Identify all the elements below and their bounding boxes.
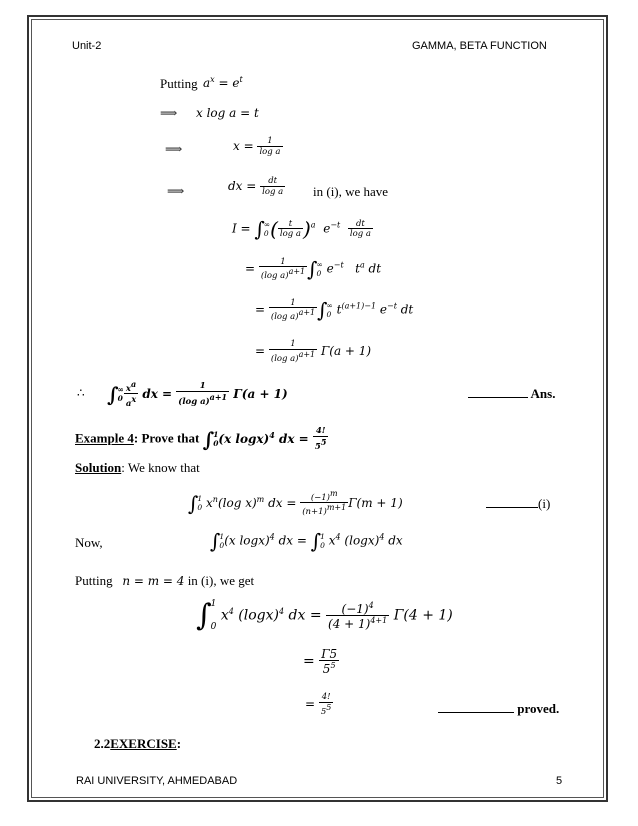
step-dx-eq: dx = $\frac{dt}{\text{log a}}$ [228,176,284,197]
result-formula: ∫ ∞ 0 $\frac{x^a}{a^x}$ dx = $\frac{1}{(\log a)^{a+1}}$ Γ(a + 1) [107,379,288,410]
integral-step-2: = $\frac{1}{(\log a)^{a+1}}$ ∫ ∞ 0 $e^{-t}$ $t^a$ dt [245,256,382,281]
putting-nm: Putting n = m = 4 in (i), we get [75,573,255,588]
proved-marker: proved. [438,701,559,717]
therefore-symbol: ∴ [77,386,85,400]
equation-tag-i: (i) [486,496,550,512]
step-x-eq: x = $\frac{1}{\text{log a}}$ [233,136,281,157]
implies-arrow-3: ⟹ [167,184,185,198]
final-result: = $\frac{4!}{5^5}$ [305,692,332,717]
now-formula: ∫ 1 0 (x logx)$^4$ dx = ∫ 1 0 $x^4$ $(\log x)^4$ dx [210,529,403,553]
integral-step-3: = $\frac{1}{(\log a)^{a+1}}$ ∫ ∞ 0 $t^{(a+1)-1}$ $e^{-t}$ dt [255,297,414,322]
known-formula: ∫ 1 0 $x^n(\log$ x)$^m$ dx = $\frac{(-1)^m}{(n+1)^{m+1}}$ Γ(m + 1) [188,489,403,518]
integral-I: I = ∫ ∞ 0 ( $\frac{t}{\text{log a}}$ )$^a$ $e^{-t}$ $\frac{dt}{\text{log a}}$ [232,217,371,241]
in-i-we-have: in (i), we have [313,184,389,199]
substitution: $a^x = e^t$ [203,75,243,90]
header-unit: Unit-2 [72,40,102,52]
footer-university: RAI UNIVERSITY, AHMEDABAD [76,775,238,787]
page-number: 5 [556,775,563,787]
header-chapter: GAMMA, BETA FUNCTION [412,40,547,52]
implies-arrow-2: ⟹ [165,142,183,156]
now-label: Now, [75,535,103,550]
example-heading: Example 4: Prove that ∫ 1 0 (x logx)$^4$ dx = $\frac{4!}{5^5}$ [75,426,327,452]
exercise-heading: 2.2EXERCISE: [94,736,182,751]
integral-step-4: = $\frac{1}{(\log a)^{a+1}}$ Γ(a + 1) [255,339,372,364]
putting-label: Putting [160,76,198,91]
answer-marker: Ans. [468,386,555,402]
step-xloga: x log a = t [196,106,259,120]
implies-arrow-1: ⟹ [160,106,178,120]
final-integral: ∫ 1 0 $x^4$ $(\log x)^4$ dx = $\frac{(-1)^4}{(4 + 1)^{4+1}}$ Γ(4 + 1) [196,598,453,633]
final-gamma5: = $\frac{\Gamma 5}{5^5}$ [303,647,338,676]
solution-heading: Solution: We know that [75,460,200,475]
